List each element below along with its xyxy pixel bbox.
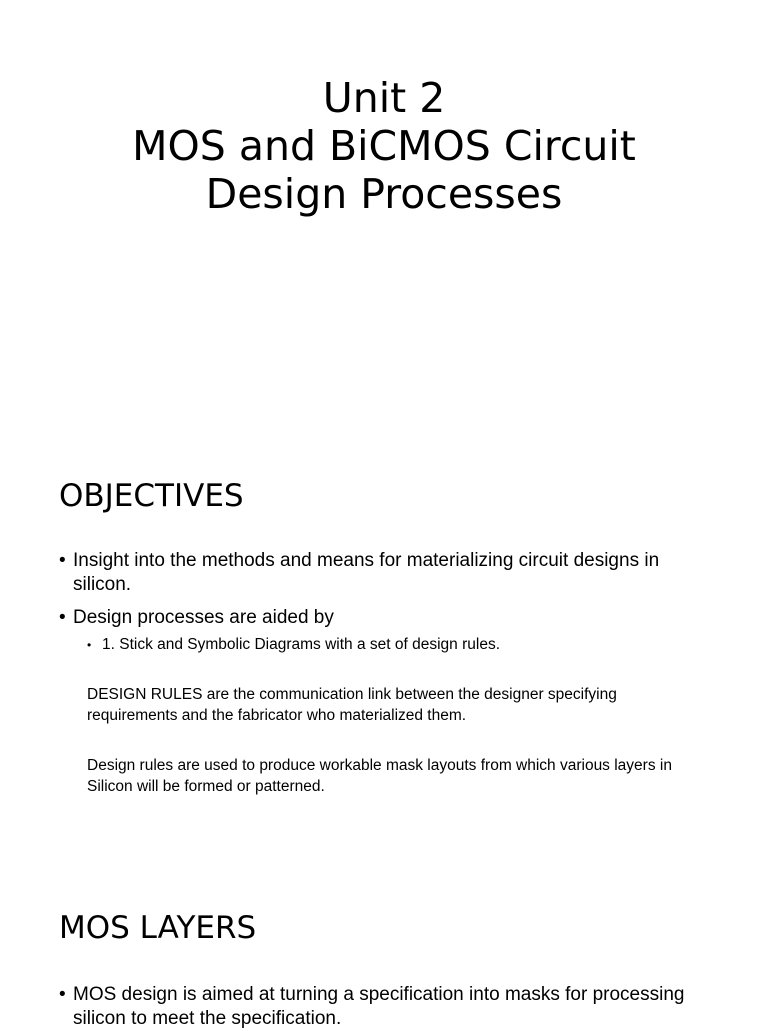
sub-bullet-text: 1. Stick and Symbolic Diagrams with a set of design rules.	[102, 636, 501, 653]
title-line-unit: Unit 2	[322, 74, 446, 122]
bullet-item	[59, 606, 719, 630]
slide-title	[0, 74, 768, 218]
bullet-text: MOS design is aimed at turning a specification into masks for processing silicon to meet the specification.	[73, 984, 685, 1029]
objectives-slide	[0, 432, 768, 864]
bullet-dot-icon: •	[59, 984, 66, 1005]
mos-layers-heading: MOS LAYERS	[59, 910, 257, 946]
bullet-dot-icon: •	[87, 638, 92, 652]
objectives-heading: OBJECTIVES	[59, 478, 244, 514]
title-line-main: MOS and BiCMOS Circuit	[132, 122, 636, 170]
mos-layers-slide	[0, 864, 768, 1029]
bullet-dot-icon: •	[59, 550, 66, 571]
sub-bullet-item	[87, 635, 707, 655]
bullet-dot-icon: •	[59, 607, 66, 628]
design-rules-paragraph: DESIGN RULES are the communication link between the designer specifying requirements and the fabricator who materialized them.	[87, 686, 617, 724]
bullet-text: Design processes are aided by	[73, 607, 334, 628]
bullet-text: Insight into the methods and means for materializing circuit designs in silicon.	[73, 550, 660, 595]
title-slide	[0, 0, 768, 432]
bullet-item	[59, 549, 719, 597]
title-line-sub: Design Processes	[205, 170, 563, 218]
mask-layouts-paragraph: Design rules are used to produce workable mask layouts from which various layers in Silicon will be formed or patterned.	[87, 757, 672, 795]
